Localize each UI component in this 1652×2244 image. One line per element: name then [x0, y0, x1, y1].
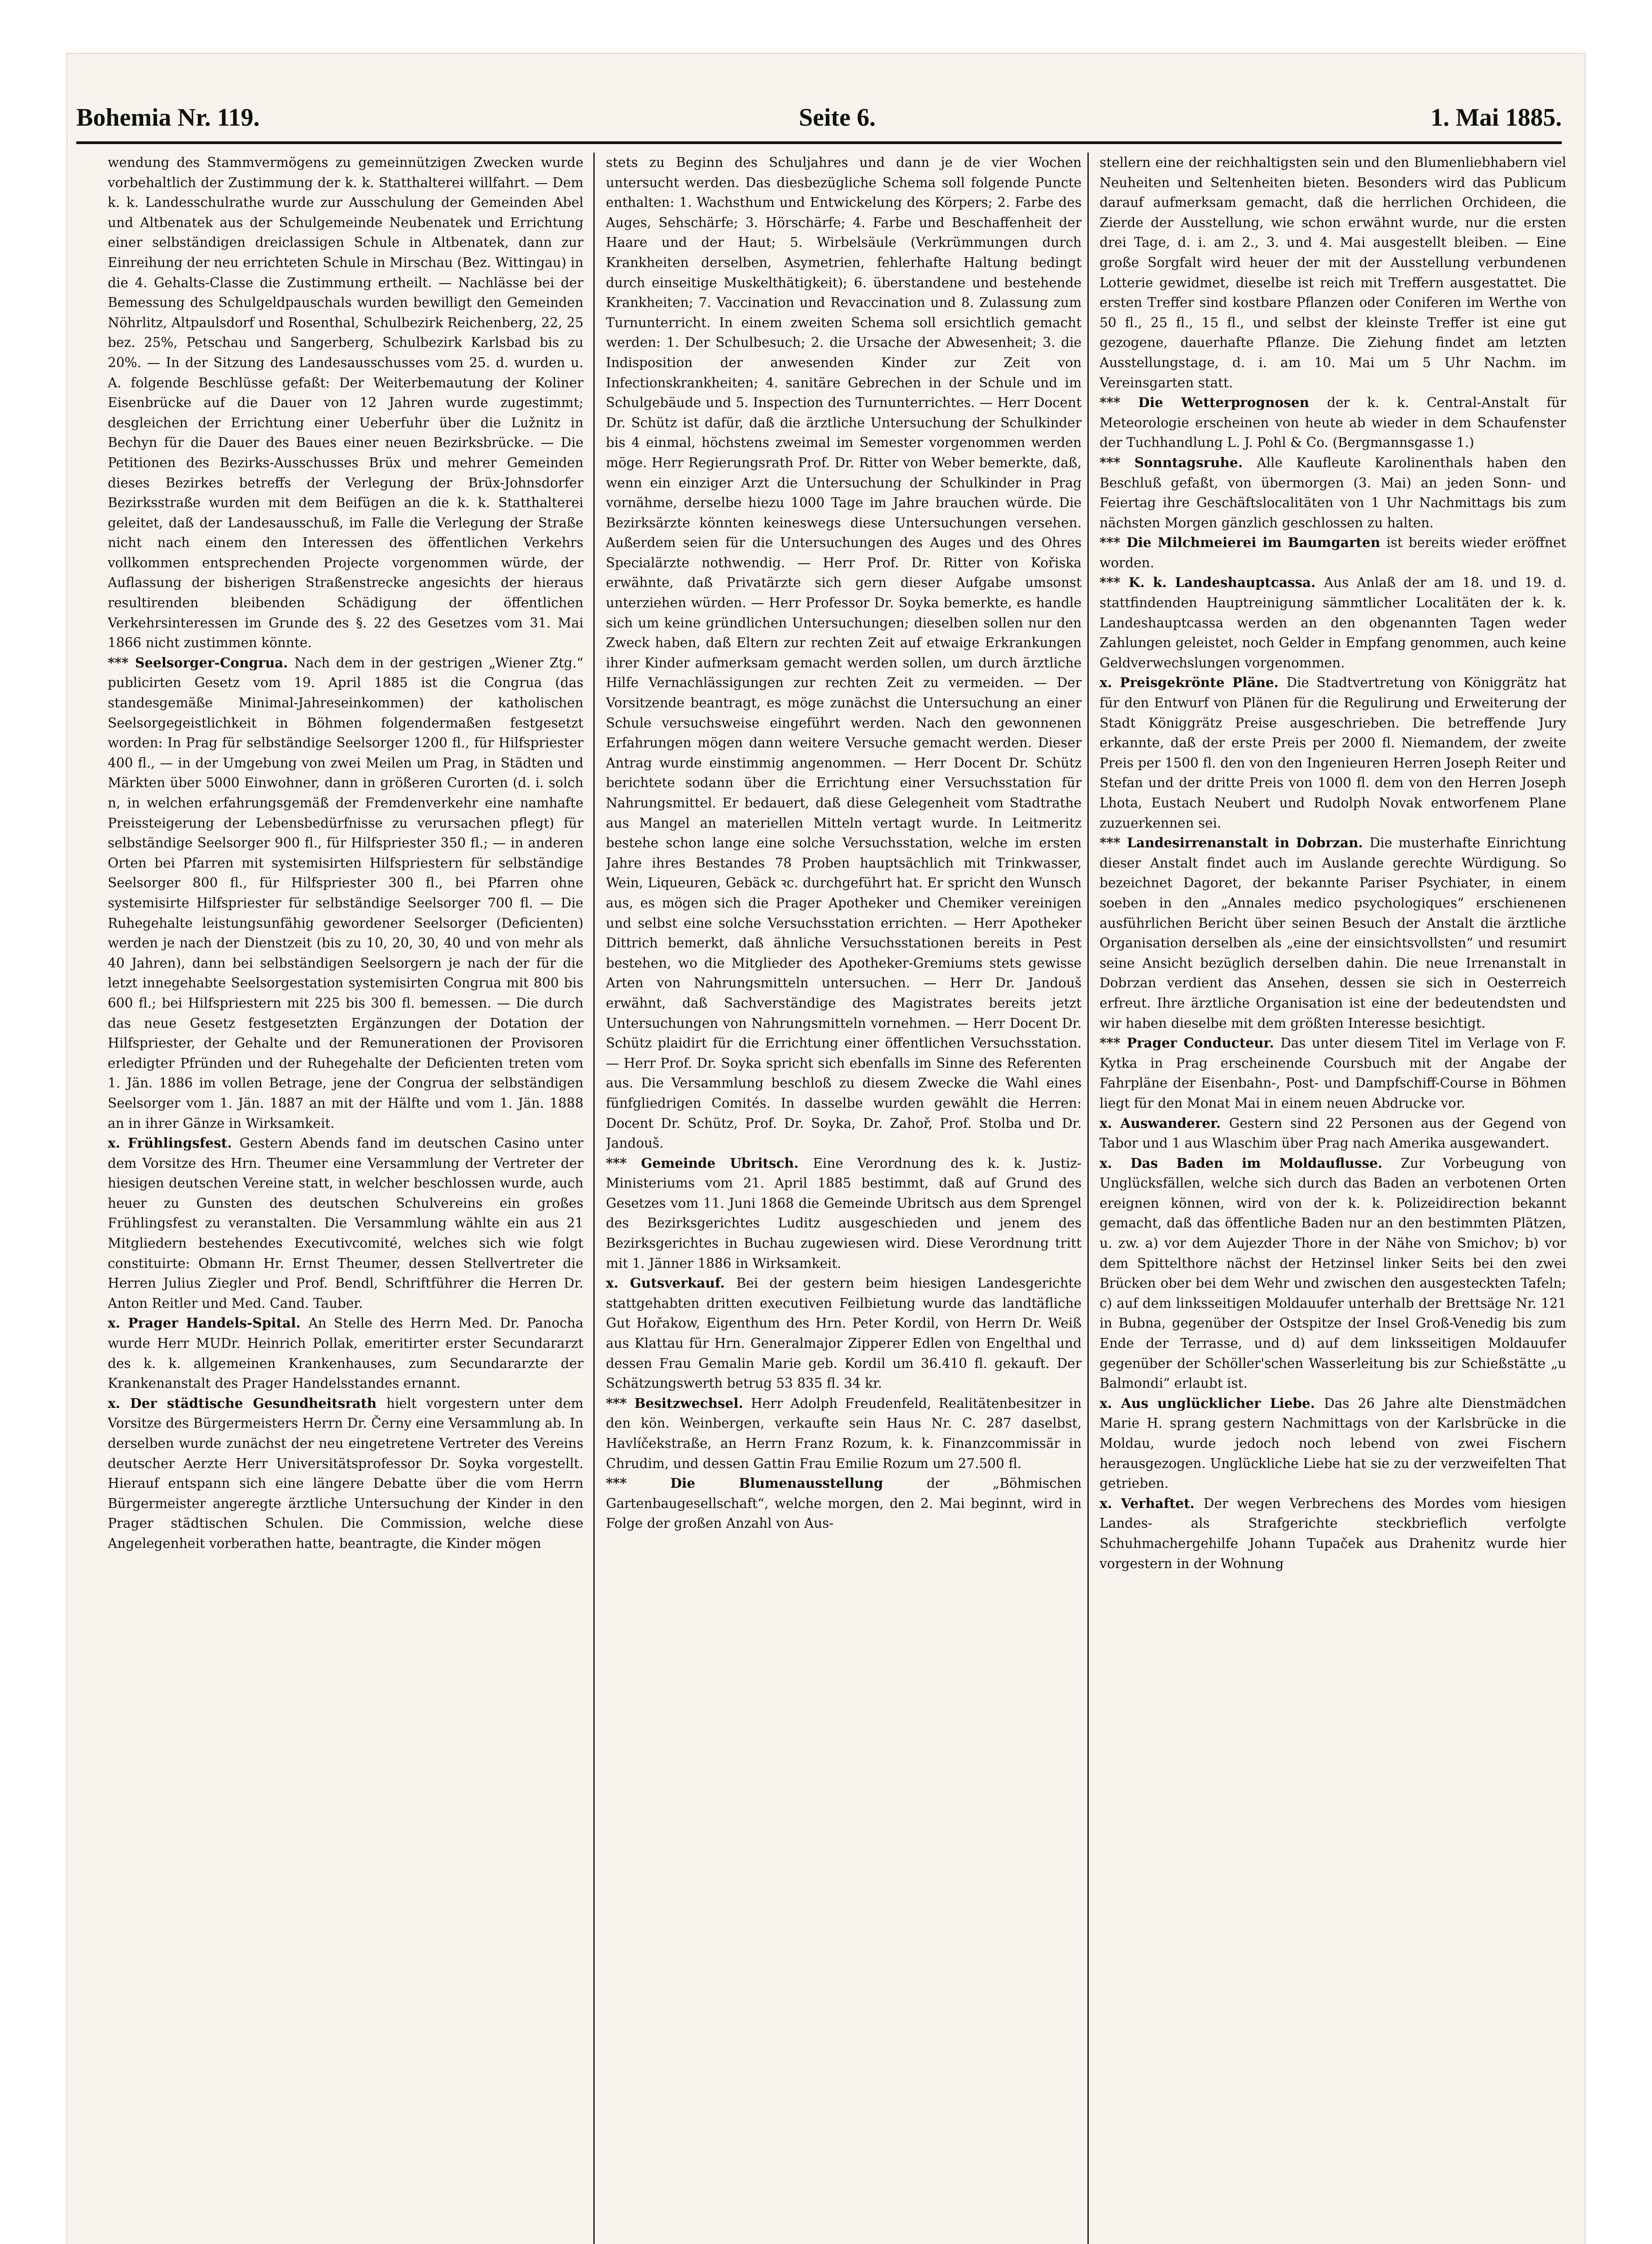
article-heading: *** Sonntagsruhe. — [1100, 454, 1257, 470]
article-heading: *** Landesirrenanstalt in Dobrzan. — [1100, 835, 1370, 851]
article-text: Herr Adolph Freudenfeld, Realitätenbesitzer in den kön. Weinbergen, verkaufte sein Haus Nr. C. 287 daselbst, Havlíčekstraße, an Herrn Franz Rozum, k. k. Finanzcommissär in Chrudim, und dessen Gattin Frau Emilie Rozum um 27.500 fl. — [606, 1395, 1082, 1471]
article-paragraph — [108, 153, 583, 653]
article-paragraph — [1100, 1394, 1566, 1494]
article-heading: x. Aus unglücklicher Liebe. — [1100, 1395, 1324, 1411]
article-paragraph — [606, 153, 1082, 1153]
column-divider — [593, 153, 595, 2244]
header-rule — [76, 141, 1562, 144]
article-text: hielt vorgestern unter dem Vorsitze des Bürgermeisters Herrn Dr. Černy eine Versammlung ab. In derselben wurde zunächst der neu eingetretene Vertreter des Vereins deutscher Aerzte Herr Universitätsprofessor Dr. Soyka vorgestellt. Hierauf entspann sich eine längere Debatte über die vom Herrn Bürgermeister angeregte ärztliche Untersuchung der Kinder in den Prager städtischen Schulen. Die Commission, welche diese Angelegenheit vorberathen hatte, beantragte, die Kinder mögen — [108, 1395, 583, 1551]
article-heading: *** K. k. Landeshauptcassa. — [1100, 574, 1324, 591]
article-heading: x. Das Baden im Moldauflusse. — [1100, 1155, 1401, 1171]
article-heading: *** Die Blumenausstellung — [606, 1475, 927, 1491]
article-text: Nach dem in der gestrigen „Wiener Ztg.“ publicirten Gesetz vom 19. April 1885 ist die Congrua (das standesgemäße Minimal-Jahreseinkommen) der katholischen Seelsorgegeistlichkeit in Böhmen folgendermaßen festgesetzt worden: In Prag für selbständige Seelsorger 1200 fl., für Hilfspriester 400 fl., — in der Umgebung von zwei Meilen um Prag, in Städten und Märkten über 5000 Einwohner, dann in größeren Curorten (d. i. solch n, in welchen erfahrungsgemäß der Fremdenverkehr eine namhafte Preissteigerung der Lebensbedürfnisse zu verursachen pflegt) für selbständige Seelsorger 900 fl., für Hilfspriester 350 fl.; — in anderen Orten bei Pfarren mit systemisirten Hilfspriestern für selbständige Seelsorger 800 fl., für Hilfspriester 300 fl., bei Pfarren ohne systemisirte Hilfspriester für selbständige Seelsorger 700 fl. — Die Ruhegehalte leistungsunfähig gewordener Seelsorger (Deficienten) werden je nach der Dienstzeit (bis zu 10, 20, 30, 40 und von mehr als 40 Jahren), dann bei selbständigen Seelsorgern je nach der für die letzt innegehabte Seelsorgestation systemisirten Congrua mit 800 bis 600 fl.; bei Hilfspriestern mit 225 bis 300 fl. bemessen. — Die durch das neue Gesetz festgesetzten Ergänzungen der Dotation der Hilfspriester, der Gehalte und der Remunerationen der Provisoren erledigter Pfründen und der Ruhegehalte der Deficienten treten vom 1. Jän. 1886 im vollen Betrage, jene der Congrua der selbständigen Seelsorger vom 1. Jän. 1887 an mit der Hälfte und vom 1. Jän. 1888 an in ihrer Gänze in Wirksamkeit. — [108, 655, 583, 1131]
article-paragraph — [1100, 573, 1566, 673]
article-heading: x. Der städtische Gesundheitsrath — [108, 1395, 387, 1411]
article-heading: x. Verhaftet. — [1100, 1495, 1204, 1511]
column-divider — [1087, 153, 1089, 2244]
masthead-issue: Bohemia Nr. 119. — [76, 104, 260, 131]
article-paragraph — [1100, 833, 1566, 1033]
article-text: An Stelle des Herrn Med. Dr. Panocha wurde Herr MUDr. Heinrich Pollak, emeritirter erster Secundararzt des k. k. allgemeinen Krankenhauses, zum Secundararzte der Krankenanstalt des Prager Handelsstandes ernannt. — [108, 1315, 583, 1391]
article-text: Das unter diesem Titel im Verlage von F. Kytka in Prag erscheinende Coursbuch mit der Angabe der Fahrpläne der Eisenbahn-, Post- und Dampfschiff-Course in Böhmen liegt für den Monat Mai in einem neuen Abdrucke vor. — [1100, 1035, 1566, 1111]
article-paragraph — [1100, 153, 1566, 393]
article-paragraph — [606, 1473, 1082, 1534]
page-header — [76, 103, 1562, 144]
article-paragraph — [1100, 673, 1566, 833]
article-paragraph — [1100, 453, 1566, 533]
article-text: der „Böhmischen Gartenbaugesellschaft“, welche morgen, den 2. Mai beginnt, wird in Folge der großen Anzahl von Aus- — [606, 1476, 1082, 1531]
article-paragraph — [1100, 1113, 1566, 1153]
page-number: Seite 6. — [799, 104, 876, 131]
article-text: wendung des Stammvermögens zu gemeinnützigen Zwecken wurde vorbehaltlich der Zustimmung der k. k. Statthalterei willfahrt. — Dem k. k. Landesschulrathe wurde zur Ausschulung der Gemeinden Abel und Altbenatek aus der Schulgemeinde Neubenatek und Errichtung einer selbständigen dreiclassigen Schule in Altbenatek, dann zur Einreihung der neu errichteten Schule in Mirschau (Bez. Wittingau) in die 4. Gehalts-Classe die Zustimmung ertheilt. — Nachlässe bei der Bemessung des Schulgeldpauschals wurden bewilligt den Gemeinden Nöhrlitz, Altpaulsdorf und Rosenthal, Schulbezirk Reichenberg, 22, 25 bez. 25%, Petschau und Sangerberg, Schulbezirk Karlsbad bis zu 20%. — In der Sitzung des Landesausschusses vom 25. d. wurden u. A. folgende Beschlüsse gefaßt: Der Weiterbemautung der Koliner Eisenbrücke auf die Dauer von 12 Jahren wurde zugestimmt; desgleichen der Errichtung einer Ueberfuhr über die Lužnitz in Bechyn für die Dauer des Baues einer neuen Bezirksbrücke. — Die Petitionen des Bezirks-Ausschusses Brüx und mehrer Gemeinden dieses Bezirkes betreffs der Verlegung der Brüx-Johnsdorfer Bezirksstraße wurden mit dem Beifügen an die k. k. Statthalterei geleitet, daß der Landesausschuß, im Falle die Verlegung der Straße nicht nach einem den Interessen des öffentlichen Verkehrs vollkommen entsprechenden Projecte vorgenommen würde, der Auflassung der bisherigen Straßenstrecke angesichts der hieraus resultirenden bleibenden Schädigung der öffentlichen Verkehrsinteressen im Grunde des §. 22 des Gesetzes vom 31. Mai 1866 nicht zustimmen könnte. — [108, 155, 583, 651]
article-text: ist bereits wieder eröffnet worden. — [1100, 535, 1566, 570]
article-text: Zur Vorbeugung von Unglücksfällen, welche sich durch das Baden an verbotenen Orten ereignen können, wird von der k. k. Polizeidirection bekannt gemacht, daß das öffentliche Baden nur an den bestimmten Plätzen, u. zw. a) vor dem Aujezder Thore in der Nähe von Smichov; b) vor dem Spittelthore nächst der Hetzinsel linker Seits bei den zwei Brücken ober bei dem Wehr und zwischen den ausgesteckten Tafeln; c) auf dem linksseitigen Moldauufer unterhalb der Brettsäge Nr. 121 in Bubna, gegenüber der Ostspitze der Insel Groß-Venedig bis zum Ende der Terrasse, und d) auf dem linksseitigen Moldauufer gegenüber der Schöller'schen Wasserleitung bis zur Schießstätte „u Balmondi“ erlaubt ist. — [1100, 1155, 1566, 1391]
article-paragraph — [606, 1153, 1082, 1274]
article-paragraph — [606, 1394, 1082, 1473]
article-paragraph — [1100, 533, 1566, 573]
article-heading: x. Frühlingsfest. — [108, 1135, 240, 1151]
issue-date: 1. Mai 1885. — [1430, 104, 1562, 131]
article-heading: *** Gemeinde Ubritsch. — [606, 1155, 813, 1171]
article-heading: *** Besitzwechsel. — [606, 1395, 751, 1411]
article-paragraph — [1100, 1153, 1566, 1394]
article-text: Der wegen Verbrechens des Mordes vom hiesigen Landes- als Strafgerichte steckbrieflich verfolgte Schuhmachergehilfe Johann Tupaček aus Drahenitz wurde hier vorgestern in der Wohnung — [1100, 1495, 1566, 1571]
article-text: Aus Anlaß der am 18. und 19. d. stattfindenden Hauptreinigung sämmtlicher Localitäten der k. k. Landeshauptcassa werden an den obgenannten Tagen weder Zahlungen geleistet, noch Gelder in Empfang genommen, auch keine Geldverwechslungen vorgenommen. — [1100, 575, 1566, 671]
article-text: Alle Kaufleute Karolinenthals haben den Beschluß gefaßt, von übermorgen (3. Mai) an jeden Sonn- und Feiertag ihre Geschäftslocalitäten von 1 Uhr Nachmittags bis zum nächsten Morgen gänzlich geschlossen zu halten. — [1100, 455, 1566, 530]
article-text: Eine Verordnung des k. k. Justiz-Ministeriums vom 21. April 1885 bestimmt, daß auf Grund des Gesetzes vom 11. Juni 1868 die Gemeinde Ubritsch aus dem Sprengel des Bezirksgerichtes Luditz ausgeschieden und jenem des Bezirksgerichtes in Buchau zugewiesen wird. Diese Verordnung tritt mit 1. Jänner 1886 in Wirksamkeit. — [606, 1155, 1082, 1271]
article-heading: *** Die Wetterprognosen — [1100, 394, 1327, 411]
column-2 — [606, 153, 1082, 2244]
article-heading: x. Preisgekrönte Pläne. — [1100, 675, 1287, 691]
article-paragraph — [108, 1133, 583, 1313]
article-paragraph — [1100, 1033, 1566, 1113]
column-3 — [1100, 153, 1566, 2244]
article-heading: *** Seelsorger-Congrua. — [108, 654, 295, 671]
article-heading: x. Prager Handels-Spital. — [108, 1315, 309, 1331]
article-heading: *** Die Milchmeierei im Baumgarten — [1100, 535, 1387, 551]
article-heading: x. Auswanderer. — [1100, 1115, 1229, 1131]
article-text: Die Stadtvertretung von Königgrätz hat für den Entwurf von Plänen für die Regulirung und Erweiterung der Stadt Königgrätz Preise ausgeschrieben. Die betreffende Jury erkannte, daß der erste Preis per 2000 fl. Niemandem, der zweite Preis per 1500 fl. den von den Ingenieuren Herren Joseph Reiter und Stefan und der dritte Preis von 1000 fl. dem von den Herren Joseph Lhota, Eustach Neubert und Rudolph Novak entworfenem Plane zuzuerkennen sei. — [1100, 675, 1566, 831]
article-paragraph — [1100, 393, 1566, 453]
article-text: der k. k. Central-Anstalt für Meteorologie erscheinen von heute ab wieder in dem Schaufenster der Tuchhandlung L. J. Pohl & Co. (Bergmannsgasse 1.) — [1100, 395, 1566, 451]
column-1 — [108, 153, 583, 2244]
article-text: Bei der gestern beim hiesigen Landesgerichte stattgehabten dritten executiven Feilbietung wurde das landtäfliche Gut Hořakow, Eigenthum des Hrn. Peter Kordil, von Herrn Dr. Weiß aus Klattau für Hrn. Generalmajor Zipperer Edlen von Engelthal und dessen Frau Gemalin Marie geb. Kordil um 36.410 fl. gekauft. Der Schätzungswerth betrug 53 835 fl. 34 kr. — [606, 1275, 1082, 1391]
article-paragraph — [606, 1273, 1082, 1394]
article-paragraph — [108, 1394, 583, 1554]
article-text: stellern eine der reichhaltigsten sein und den Blumenliebhabern viel Neuheiten und Seltenheiten bieten. Besonders wird das Publicum darauf aufmerksam gemacht, daß die herrlichen Orchideen, die Zierde der Ausstellung, wie schon erwähnt wurde, nur die ersten drei Tage, d. i. am 2., 3. und 4. Mai ausgestellt bleiben. — Eine große Sorgfalt wird heuer der mit der Ausstellung verbundenen Lotterie gewidmet, dieselbe ist reich mit Treffern ausgestattet. Die ersten Treffer sind kostbare Pflanzen oder Coniferen im Werthe von 50 fl., 25 fl., 15 fl., und selbst der kleinste Treffer ist eine gut gezogene, dauerhafte Pflanze. Die Ziehung findet am letzten Ausstellungstage, d. i. am 10. Mai um 5 Uhr Nachm. im Vereinsgarten statt. — [1100, 155, 1566, 390]
article-paragraph — [108, 653, 583, 1133]
article-heading: *** Prager Conducteur. — [1100, 1035, 1281, 1051]
article-text: Gestern sind 22 Personen aus der Gegend von Tabor und 1 aus Wlaschim über Prag nach Amerika ausgewandert. — [1100, 1115, 1566, 1151]
article-text: Die musterhafte Einrichtung dieser Anstalt findet auch im Auslande gerechte Würdigung. So bezeichnet Dagoret, der bekannte Pariser Psychiater, in einem soeben in den „Annales medico psychologiques“ erschienenen ausführlichen Bericht über seinen Besuch der Anstalt die ärztliche Organisation derselben als „eine der einsichtsvollsten“ und resumirt seine Ansicht bezüglich derselben dahin. Die neue Irrenanstalt in Dobrzan verdient das Ansehen, dessen sie sich in Oesterreich erfreut. Ihre ärztliche Organisation ist eine der bedeutendsten und wir haben dieselbe mit dem größten Interesse besichtigt. — [1100, 835, 1566, 1031]
article-heading: x. Gutsverkauf. — [606, 1275, 736, 1291]
article-paragraph — [1100, 1494, 1566, 1573]
article-text: Gestern Abends fand im deutschen Casino unter dem Vorsitze des Hrn. Theumer eine Versammlung der Vertreter der hiesigen deutschen Vereine statt, in welcher beschlossen wurde, auch heuer zu Gunsten des deutschen Schulvereins ein großes Frühlingsfest zu veranstalten. Die Versammlung wählte ein aus 21 Mitgliedern bestehendes Executivcomité, welches sich wie folgt constituirte: Obmann Hr. Ernst Theumer, dessen Stellvertreter die Herren Julius Ziegler und Prof. Bendl, Schriftführer die Herren Dr. Anton Reitler und Med. Cand. Tauber. — [108, 1135, 583, 1311]
article-text: stets zu Beginn des Schuljahres und dann je de vier Wochen untersucht werden. Das diesbezügliche Schema soll folgende Puncte enthalten: 1. Wachsthum und Entwickelung des Körpers; 2. Farbe des Auges, Sehschärfe; 3. Hörschärfe; 4. Farbe und Beschaffenheit der Haare und der Haut; 5. Wirbelsäule (Verkrümmungen durch Krankheiten derselben, Asymetrien, fehlerhafte Haltung bedingt durch einseitige Muskelthätigkeit); 6. überstandene und bestehende Krankheiten; 7. Vaccination und Revaccination und 8. Zulassung zum Turnunterricht. In einem zweiten Schema soll ersichtlich gemacht werden: 1. Der Schulbesuch; 2. die Ursache der Abwesenheit; 3. die Indisposition der anwesenden Kinder zur Zeit von Infectionskrankheiten; 4. sanitäre Gebrechen in der Schule und im Schulgebäude und 5. Inspection des Turnunterrichtes. — Herr Docent Dr. Schütz ist dafür, daß die ärztliche Untersuchung der Schulkinder bis 4 einmal, höchstens zweimal im Semester vorgenommen werden möge. Herr Regierungsrath Prof. Dr. Ritter von Weber bemerkte, daß, wenn ein einziger Arzt die Untersuchung der Schulkinder in Prag vornähme, derselbe hiezu 1000 Tage im Jahre brauchen würde. Die Bezirksärzte könnten keineswegs diese Untersuchungen versehen. Außerdem seien für die Untersuchungen des Auges und des Ohres Specialärzte nothwendig. — Herr Prof. Dr. Ritter von Kořiska erwähnte, daß Privatärzte sich gern dieser Aufgabe umsonst unterziehen würden. — Herr Professor Dr. Soyka bemerkte, es handle sich um keine gründlichen Untersuchungen; dieselben sollen nur den Zweck haben, daß Eltern zur rechten Zeit auf etwaige Erkrankungen ihrer Kinder aufmerksam gemacht werden sollen, um durch ärztliche Hilfe Vernachlässigungen zur rechten Zeit zu vermeiden. — Der Vorsitzende beantragt, es möge zunächst die Untersuchung an einer Schule versuchsweise eingeführt werden. Nach den gewonnenen Erfahrungen mögen dann weitere Versuche gemacht werden. Dieser Antrag wurde einstimmig angenommen. — Herr Docent Dr. Schütz berichtete sodann über die Errichtung einer Versuchsstation für Nahrungsmittel. Er bedauert, daß diese Gelegenheit vom Stadtrathe aus Mangel an materiellen Mitteln vertagt wurde. In Leitmeritz bestehe schon lange eine solche Versuchsstation, welche im ersten Jahre ihres Bestandes 78 Proben hauptsächlich mit Trinkwasser, Wein, Liqueuren, Gebäck ꝛc. durchgeführt hat. Er spricht den Wunsch aus, es mögen sich die Prager Apotheker und Chemiker vereinigen und selbst eine solche Versuchsstation errichten. — Herr Apotheker Dittrich bemerkt, daß ähnliche Versuchsstationen bereits in Pest bestehen, wo die Mitglieder des Apotheker-Gremiums stets gewisse Arten von Nahrungsmitteln untersuchen. — Herr Dr. Jandouš erwähnt, daß Sachverständige des Magistrates bereits jetzt Untersuchungen von Nahrungsmitteln vornehmen. — Herr Docent Dr. Schütz plaidirt für die Errichtung einer öffentlichen Versuchsstation. — Herr Prof. Dr. Soyka spricht sich ebenfalls im Sinne des Referenten aus. Die Versammlung beschloß zu diesem Zwecke die Wahl eines fünfgliedrigen Comités. In dasselbe wurden gewählt die Herren: Docent Dr. Schütz, Prof. Dr. Soyka, Dr. Zahoř, Prof. Stolba und Dr. Jandouš. — [606, 155, 1082, 1151]
article-text: Das 26 Jahre alte Dienstmädchen Marie H. sprang gestern Nachmittags von der Karlsbrücke in die Moldau, wurde jedoch noch lebend von zwei Fischern herausgezogen. Unglückliche Liebe hat sie zu der verzweifelten That getrieben. — [1100, 1395, 1566, 1491]
article-paragraph — [108, 1313, 583, 1393]
